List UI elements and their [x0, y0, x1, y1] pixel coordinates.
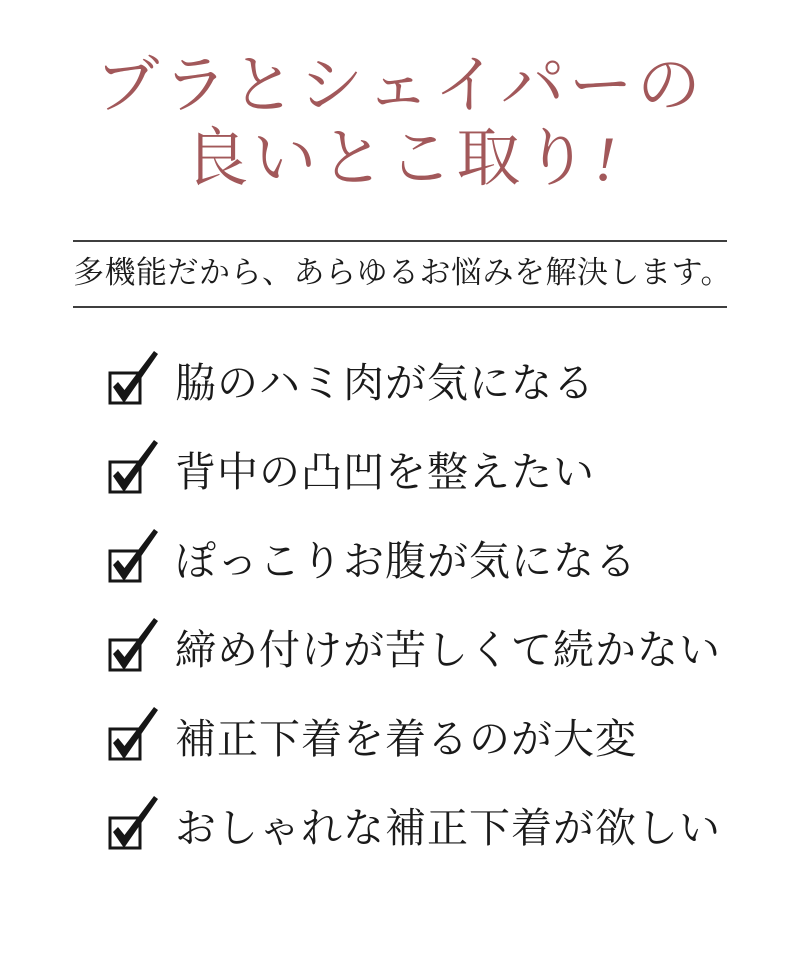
page-title: [0, 50, 800, 196]
list-item-label: 背中の凸凹を整えたい: [175, 449, 595, 496]
subtitle-ruled-block: [73, 240, 733, 308]
checked-box-icon: [108, 617, 160, 673]
list-item: [108, 526, 800, 584]
exclamation-mark: !: [594, 122, 616, 194]
checked-box-icon: [108, 528, 160, 584]
list-item-label: おしゃれな補正下着が欲しい: [175, 805, 721, 852]
checked-box-icon: [108, 439, 160, 495]
page-title-line1: ブラとシェイパーの: [95, 50, 705, 121]
list-item: [108, 615, 800, 673]
page-title-line2-text: 良いとこ取り: [184, 122, 593, 194]
list-item: [108, 704, 800, 762]
list-item: [108, 437, 800, 495]
concern-checklist: [108, 348, 800, 851]
checked-box-icon: [108, 706, 160, 762]
page-title-line2: [0, 123, 800, 196]
list-item-label: 締め付けが苦しくて続かない: [175, 627, 721, 674]
list-item-label: 補正下着を着るのが大変: [175, 716, 637, 763]
list-item-label: ぽっこりお腹が気になる: [175, 538, 637, 585]
checked-box-icon: [108, 795, 160, 851]
subtitle-text: 多機能だから、あらゆるお悩みを解決します。: [73, 254, 733, 290]
list-item: [108, 793, 800, 851]
list-item: [108, 348, 800, 406]
list-item-label: 脇のハミ肉が気になる: [175, 360, 595, 407]
checked-box-icon: [108, 350, 160, 406]
